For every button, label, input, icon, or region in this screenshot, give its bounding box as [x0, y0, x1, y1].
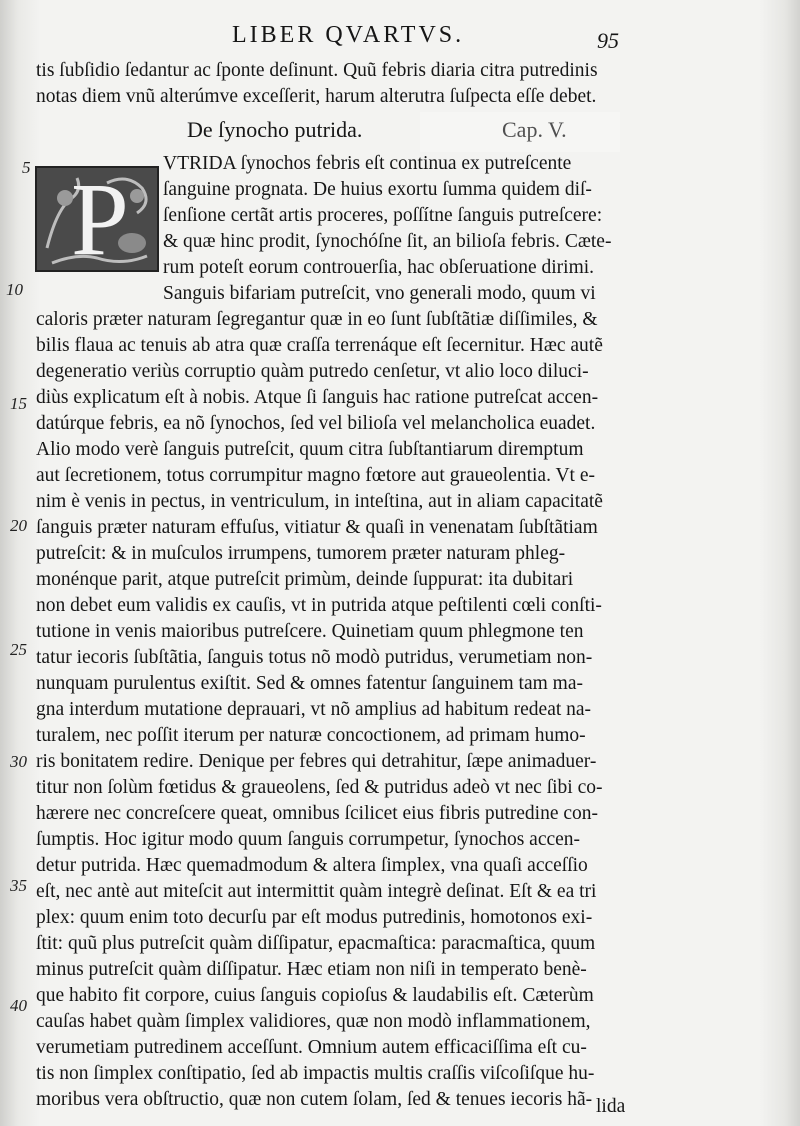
text-line: verumetiam putredinem acceſſunt. Omnium autem efficaciſſima eſt cu-	[36, 1037, 587, 1058]
text-line: tis non ſimplex conſtipatio, ſed ab impactis multis craſſis viſcoſiſque hu-	[36, 1063, 595, 1084]
text-line: nim è venis in pectus, in ventriculum, in inteſtina, aut in aliam capacitatẽ	[36, 491, 603, 512]
chapter-label: Cap. V.	[502, 117, 567, 142]
text-line: cauſas habet quàm ſimplex validiores, quæ non modò inflammationem,	[36, 1011, 591, 1032]
text-line: gna interdum mutatione deprauari, vt nõ amplius ad habitum redeat na-	[36, 699, 592, 720]
line-number: 10	[6, 280, 23, 299]
text-line: Sanguis bifariam putreſcit, vno generali modo, quum vi	[163, 283, 596, 304]
text-line: non debet eum validis ex cauſis, vt in putrida atque peſtilenti cœli conſti-	[36, 595, 602, 616]
line-number: 40	[10, 996, 27, 1015]
text-line: bilis flaua ac tenuis ab atra quæ craſſa terrenáque eſt ſecernitur. Hæc autẽ	[36, 335, 603, 356]
text-line: ſumptis. Hoc igitur modo quum ſanguis corrumpetur, ſynochos accen-	[36, 829, 581, 850]
line-number: 5	[22, 158, 31, 177]
text-line: rum poteſt eorum controuerſia, hac obſeruatione dirimi.	[163, 257, 595, 278]
text-line: plex: quum enim toto decurſu par eſt modus putredinis, homotonos exi-	[36, 907, 593, 928]
text-line: putreſcit: & in muſculos irrumpens, tumorem præter naturam phleg-	[36, 543, 566, 564]
running-head: LIBER QVARTVS.	[232, 22, 465, 48]
page-header	[0, 22, 800, 54]
text-line: tatur iecoris ſubſtãtia, ſanguis totus nõ modò putridus, verumetiam non-	[36, 647, 593, 668]
text-line: datúrque febris, ea nõ ſynochos, ſed vel bilioſa vel melancholica euadet.	[36, 413, 596, 434]
text-line: tis ſubſidio ſedantur ac ſponte deſinunt. Quũ febris diaria citra putredinis	[36, 60, 598, 81]
chapter-title: De ſynocho putrida.	[187, 117, 363, 142]
line-number: 30	[10, 752, 27, 771]
line-number: 15	[10, 394, 27, 413]
text-line: que habito fit corpore, cuius ſanguis copioſus & laudabilis eſt. Cæterùm	[36, 985, 594, 1006]
text-line: tutione in venis maioribus putreſcere. Quinetiam quum phlegmone ten	[36, 621, 584, 642]
text-line: ſanguine prognata. De huius exortu ſumma quidem diſ-	[163, 179, 592, 200]
text-line: hærere nec concreſcere queat, omnibus ſcilicet eius fibris putredine con-	[36, 803, 599, 824]
text-line: notas diem vnũ alterúmve exceſſerit, harum alterutra ſuſpecta eſſe debet.	[36, 86, 597, 107]
text-line: monénque parit, atque putreſcit primùm, deinde ſuppurat: ita dubitari	[36, 569, 574, 590]
folio-number: 95	[597, 28, 619, 53]
text-line: eſt, nec antè aut miteſcit aut intermittit quàm integrè deſinat. Eſt & ea tri	[36, 881, 597, 902]
text-line: aut ſecretionem, totus corrumpitur magno fœtore aut graueolentia. Vt e-	[36, 465, 595, 486]
chapter-heading	[0, 117, 800, 145]
initial-letter: P	[71, 162, 129, 277]
text-line: detur putrida. Hæc quemadmodum & altera ſimplex, vna quaſi acceſſio	[36, 855, 588, 876]
line-number: 25	[10, 640, 27, 659]
text-line: ſtit: quũ plus putreſcit quàm diſſipatur, epacmaſtica: paracmaſtica, quum	[36, 933, 596, 954]
text-line: caloris præter naturam ſegregantur quæ in eo ſunt ſubſtãtiæ diſſimiles, &	[36, 309, 598, 330]
text-line: titur non ſolùm fœtidus & graueolens, ſed & putridus adeò vt nec ſibi co-	[36, 777, 603, 798]
text-line: ſanguis præter naturam effuſus, vitiatur & quaſi in venenatam ſubſtãtiam	[36, 517, 598, 538]
text-line: moribus vera obſtructio, quæ non cutem ſolam, ſed & tenues iecoris hã-	[36, 1089, 593, 1110]
line-number: 35	[10, 876, 27, 895]
text-line: turalem, nec poſſit iterum per naturæ concoctionem, ad primam humo-	[36, 725, 586, 746]
text-line: degeneratio veriùs corruptio quàm putredo cenſetur, vt alio loco diluci-	[36, 361, 589, 382]
text-line: & quæ hinc prodit, ſynochóſne ſit, an bilioſa febris. Cæte-	[163, 231, 612, 252]
text-line: ris bonitatem redire. Denique per febres qui detrahitur, ſæpe animaduer-	[36, 751, 597, 772]
text-line: diùs explicatum eſt à nobis. Atque ſi ſanguis hac ratione putreſcat accen-	[36, 387, 599, 408]
catchword: lida	[596, 1096, 626, 1117]
text-line: VTRIDA ſynochos febris eſt continua ex putreſcente	[163, 153, 572, 174]
line-number: 20	[10, 516, 27, 535]
text-line: ſenſione certãt artis proceres, poſſítne ſanguis putreſcere:	[163, 205, 603, 226]
text-line: minus putreſcit quàm diſſipatur. Hæc etiam non niſi in temperato benè-	[36, 959, 587, 980]
text-line: Alio modo verè ſanguis putreſcit, quum citra ſubſtantiarum diremptum	[36, 439, 584, 460]
decorated-initial	[35, 162, 159, 277]
text-line: nunquam purulentus exiſtit. Sed & omnes fatentur ſanguinem tam ma-	[36, 673, 583, 694]
